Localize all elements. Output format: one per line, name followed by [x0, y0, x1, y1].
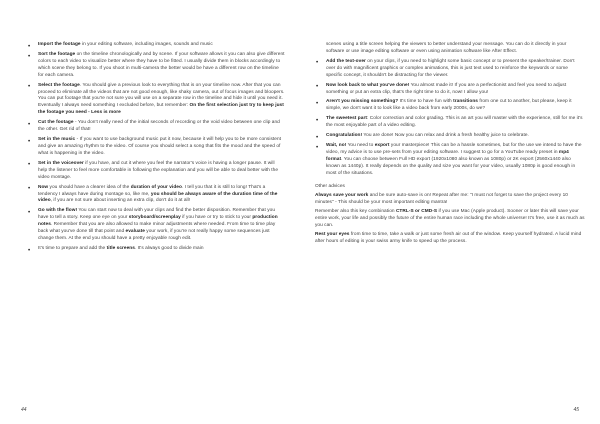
- list-item: • Cut the footage - You don't really need of the initial seconds of recording or the void video between one clip and the other. Get rid of that!: [27, 120, 285, 134]
- list-item: • Add the text-over on your clips, if you need to highlight some basic concept or to present the speaker/trainer. Don't over do with magnificent graphics or complex animations, this is just text used to reinforce the keywords or some specific concept, it shouldn't be distracting for the viewer.: [315, 59, 585, 80]
- list-item: • Congratulation! You are done! Now you can relax and drink a fresh healthy juice to celebrate.: [315, 133, 585, 140]
- list-item: • The sweetest part: Color correction and color grading. This is an art you will master with the experience, still for me it's the most enjoyable part of a video editing.: [315, 116, 585, 130]
- page-number: 44: [21, 407, 27, 413]
- list-item: • Wait, no! You need to export your masterpiece! This can be a hassle sometimes, but for the use we intend to have the video, my advice is to use pre-sets from your editing software. I suggest to go for a YouTube ready preset in mp4 format. You can choose between Full HD export (1920x1080 also known as 1080p) or 2K export (2560x1440 also known as 1440p). It really depends on the quality and size you want for your video, usually 1080p is good enough in most of the situations.: [315, 143, 585, 178]
- list-item: • Aren't you missing something? It's time to have fun with transitions from one cut to another, but please, keep it simple, we don't want it to look like a video back from early 2000s, do we?: [315, 99, 585, 113]
- editing-steps-list-continued: [315, 42, 585, 178]
- list-item: • Now you should have a clearer idea of the duration of your video. I tell you that it is still to long! That's a tendency I always have during montage so, like me, you should be always aware of the duration time of the video, if you are not sure about inserting an extra clip, don't do it at all!: [27, 185, 285, 206]
- paragraph: Always save your work and be sure auto-save is on! Repeat after me: "I must not forget to save the project every 10 minutes" - This should be your most important editing mantra!: [315, 192, 568, 205]
- list-item: • Import the footage in your editing software, including images, sounds and music: [27, 42, 285, 49]
- list-item: • Sort the footage on the timeline chronologically and by scene. If your software allows it you can also give different colors to each video to visualize better where they have to be fitted. I usually divide them in blocks accordingly to which scene they belong to. If you shoot in multi-camera the better would be have a different row on the timeline for each camera.: [27, 52, 285, 80]
- continued-text: scenes using a title screen helping the viewers to better understand your message. You can do it directly in your software or use image editing software or even using animation software like After Effect.: [326, 42, 567, 54]
- list-item: • Set in the music - If you want to use background music put it now, because it will help you to be more consistent and give an amazing rhythm to the video. Of course you should select a song that fits the mood and the speed of what is happening in the video.: [27, 137, 285, 158]
- editing-steps-list: [27, 42, 285, 253]
- list-item: • It's time to prepare and add the title screens. It's always good to divide main: [27, 246, 285, 253]
- paragraph: Rest your eyes from time to time, take a walk or just some fresh air out of the window. Keep yourself hydrated. A lucid mind after hours of editing is your swiss army knife to speed up the process.: [315, 232, 582, 245]
- section-heading: Other advices: [315, 183, 345, 189]
- paragraph: Remember also this key combination CTRL-S or CMD-S if you use Mac (Apple product). Sooner or later this will save your entire work, your life and possibly the future of the entire human race including the whole universe! It's free, use it as much as you can.: [315, 208, 585, 228]
- right-column: [315, 42, 585, 249]
- list-item: • Go with the flow! You can start now to deal with your clips and find the better disposition. Remember that you have to tell a story. Keep one eye on your storyboard/screenplay if you have or try to stick to your production notes. Remember that you are also allowed to make minor adjustments where needed. From time to time play back what you've done till that point and evaluate your work, if you're not really happy some sequences just change them. At the end you should have a pretty enjoyable rough edit.: [27, 208, 285, 243]
- right-page: [300, 0, 600, 424]
- left-column: [27, 42, 285, 256]
- page-number: 45: [573, 407, 579, 413]
- list-item: • Select the footage. You should give a previous look to everything that is on your timeline now. After that you can proceed to eliminate all the videos that are not good enough, like shaky camera, out of focus images and bloopers. You can put footage that you're not sure you will use on a separate row in the timeline and hide it until you need it. Eventually I always need something I excluded before, but remember: On the first selection just try to keep just the footage you need - Less is more: [27, 83, 285, 118]
- list-item: • Now look back to what you've done! You almost made it! If you are a perfectionist and feel you need to adjust something or put an extra clip, that's the right time to do it, now! I allow you!: [315, 83, 585, 97]
- list-item: • Set in the voiceover if you have, and cut it where you feel the narrator's voice is having a longer pause. It will help the listener to feel more comfortable in following the explanation and you will be able to deal better with the video montage.: [27, 161, 285, 182]
